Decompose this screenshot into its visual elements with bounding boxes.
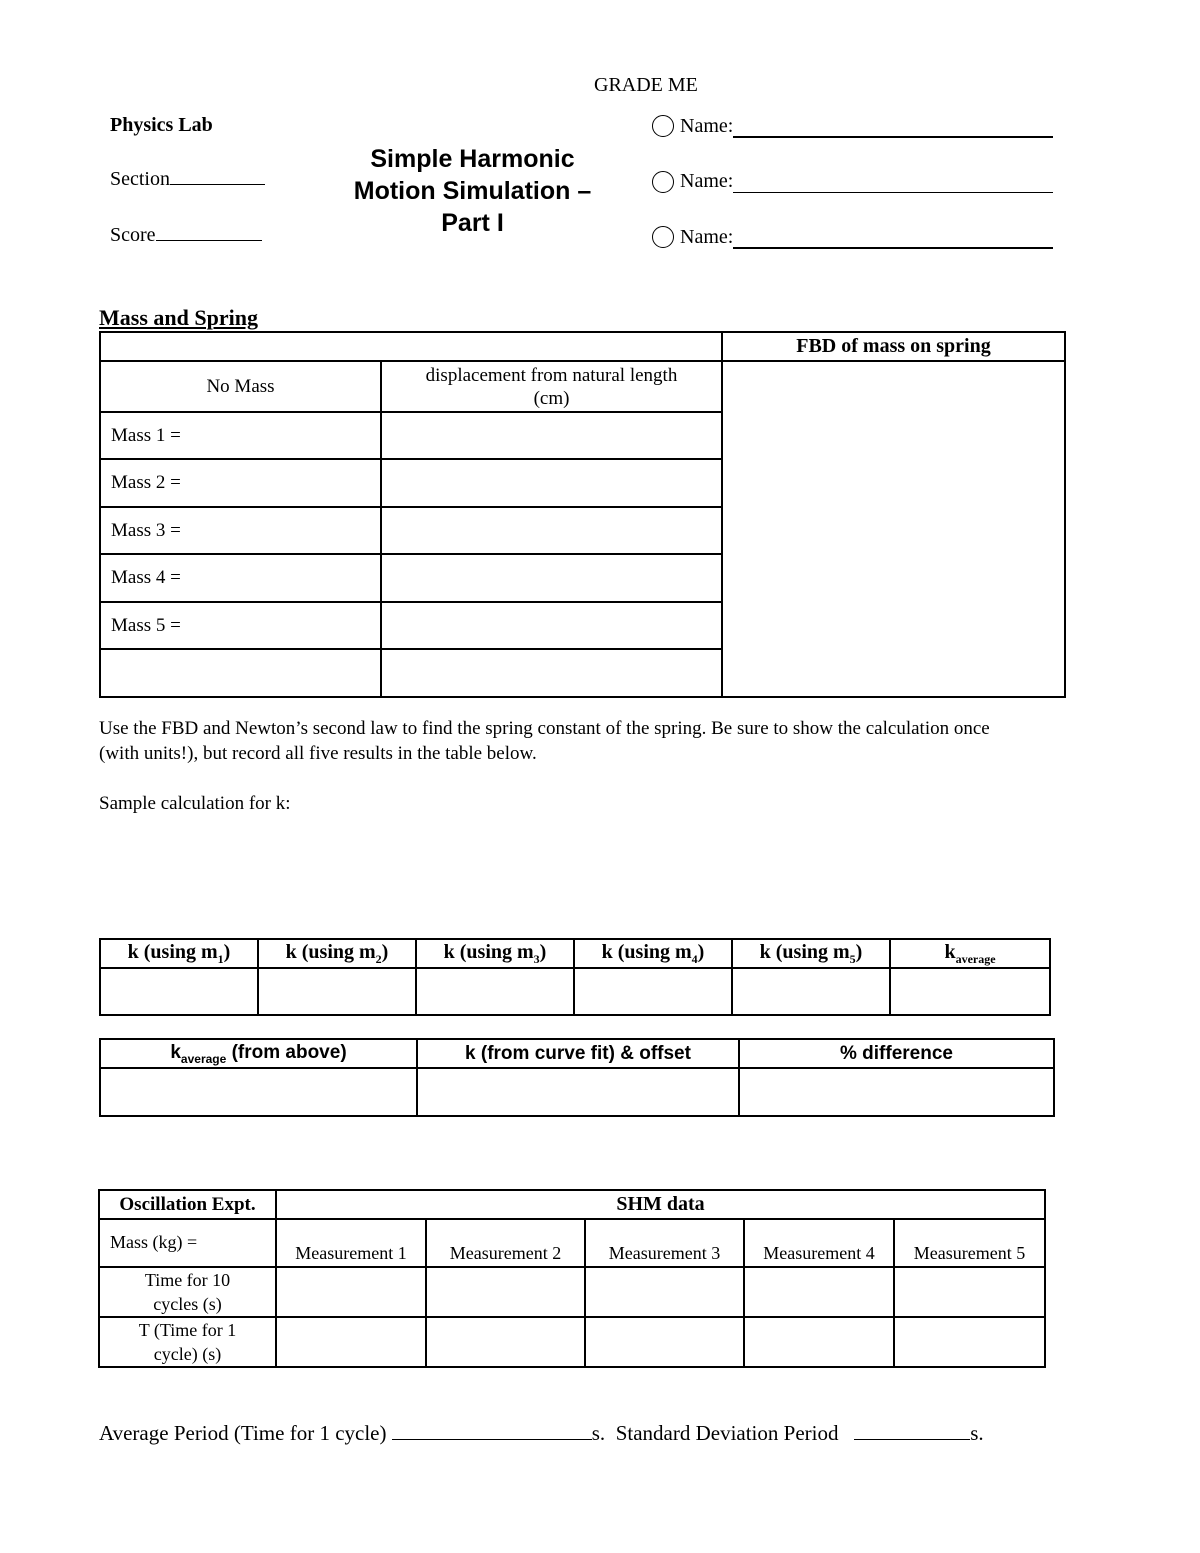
no-mass-header: No Mass bbox=[100, 361, 381, 412]
name-blank[interactable] bbox=[733, 225, 1053, 249]
table-row bbox=[99, 1190, 1045, 1219]
mass-label: Mass 5 = bbox=[100, 602, 381, 649]
sample-calculation-label: Sample calculation for k: bbox=[99, 793, 291, 814]
page-title bbox=[330, 143, 615, 239]
data-cell[interactable] bbox=[585, 1267, 744, 1317]
fbd-header: FBD of mass on spring bbox=[722, 332, 1065, 361]
name-row-3 bbox=[652, 225, 1053, 249]
average-period-blank[interactable] bbox=[392, 1421, 592, 1440]
data-cell[interactable] bbox=[426, 1317, 585, 1367]
title-line: Motion Simulation – bbox=[353, 177, 592, 205]
radio-circle-icon[interactable] bbox=[652, 115, 674, 137]
lab-title: Physics Lab bbox=[110, 114, 213, 136]
name-label: Name: bbox=[680, 114, 734, 137]
mass-label: Mass 2 = bbox=[100, 459, 381, 507]
average-period-label: Average Period (Time for 1 cycle) bbox=[99, 1421, 387, 1445]
name-label: Name: bbox=[680, 170, 734, 192]
k-curve-fit-cell[interactable] bbox=[417, 1068, 739, 1116]
k-header: k (using $m_2$) bbox=[258, 939, 416, 968]
mass-label: Mass 4 = bbox=[100, 554, 381, 602]
table-cell bbox=[100, 332, 722, 361]
table-row bbox=[100, 332, 1065, 361]
instruction-line: (with units!), but record all five results in the table below. bbox=[99, 743, 537, 764]
mass-spring-heading: Mass and Spring bbox=[99, 305, 258, 330]
k-comparison-table bbox=[99, 1038, 1055, 1117]
displacement-header-line: displacement from natural length bbox=[425, 364, 678, 386]
measurement-header: Measurement 3 bbox=[585, 1219, 744, 1267]
k-value-cell[interactable] bbox=[732, 968, 890, 1015]
mass-spring-table bbox=[99, 331, 1066, 698]
table-cell[interactable] bbox=[100, 649, 381, 697]
percent-difference-header: % difference bbox=[739, 1039, 1054, 1068]
table-row bbox=[99, 1317, 1045, 1367]
data-cell[interactable] bbox=[744, 1317, 894, 1367]
data-cell[interactable] bbox=[744, 1267, 894, 1317]
title-line: Part I bbox=[441, 209, 504, 237]
std-dev-label: Standard Deviation Period bbox=[615, 1421, 839, 1445]
radio-circle-icon[interactable] bbox=[652, 171, 674, 193]
period-summary bbox=[99, 1421, 984, 1446]
k-average-above-header: $k_{average}$ (from above) bbox=[100, 1039, 417, 1068]
k-header: k (using $m_5$) bbox=[732, 939, 890, 968]
data-cell[interactable] bbox=[426, 1267, 585, 1317]
section-label: Section bbox=[110, 168, 170, 190]
percent-difference-cell[interactable] bbox=[739, 1068, 1054, 1116]
data-cell[interactable] bbox=[894, 1317, 1045, 1367]
table-row bbox=[100, 968, 1050, 1015]
k-value-cell[interactable] bbox=[258, 968, 416, 1015]
displacement-header-line: (cm) bbox=[533, 387, 570, 409]
displacement-header bbox=[381, 361, 722, 412]
mass-label: Mass 1 = bbox=[100, 412, 381, 459]
table-row bbox=[100, 1068, 1054, 1116]
oscillation-title: Oscillation Expt. bbox=[99, 1190, 276, 1219]
displacement-cell[interactable] bbox=[381, 459, 722, 507]
name-blank[interactable] bbox=[733, 170, 1053, 193]
displacement-cell[interactable] bbox=[381, 507, 722, 554]
oscillation-table bbox=[98, 1189, 1046, 1368]
name-blank[interactable] bbox=[733, 114, 1053, 138]
table-cell[interactable] bbox=[381, 649, 722, 697]
mass-label: Mass 3 = bbox=[100, 507, 381, 554]
unit-label: s. bbox=[970, 1421, 984, 1445]
period-label: T (Time for 1 cycle) (s) bbox=[99, 1317, 276, 1367]
name-row-2 bbox=[652, 170, 1053, 193]
measurement-header: Measurement 1 bbox=[276, 1219, 426, 1267]
displacement-cell[interactable] bbox=[381, 602, 722, 649]
k-value-cell[interactable] bbox=[100, 968, 258, 1015]
time-10-cycles-label: Time for 10 cycles (s) bbox=[99, 1267, 276, 1317]
mass-kg-label: Mass (kg) = bbox=[99, 1219, 276, 1267]
unit-label: s. bbox=[591, 1421, 606, 1445]
k-value-cell[interactable] bbox=[574, 968, 732, 1015]
score-field bbox=[110, 222, 262, 247]
k-average-cell[interactable] bbox=[890, 968, 1050, 1015]
data-cell[interactable] bbox=[894, 1267, 1045, 1317]
table-row bbox=[99, 1267, 1045, 1317]
measurement-header: Measurement 4 bbox=[744, 1219, 894, 1267]
score-blank[interactable] bbox=[156, 222, 262, 241]
displacement-cell[interactable] bbox=[381, 554, 722, 602]
measurement-header: Measurement 5 bbox=[894, 1219, 1045, 1267]
displacement-cell[interactable] bbox=[381, 412, 722, 459]
k-header: k (using $m_3$) bbox=[416, 939, 574, 968]
grade-me-heading: GRADE ME bbox=[594, 74, 698, 96]
instructions bbox=[99, 716, 990, 766]
measurement-header: Measurement 2 bbox=[426, 1219, 585, 1267]
score-label: Score bbox=[110, 224, 156, 246]
data-cell[interactable] bbox=[276, 1317, 426, 1367]
table-row bbox=[100, 1039, 1054, 1068]
table-row bbox=[100, 939, 1050, 968]
k-average-header: $k_{average}$ bbox=[890, 939, 1050, 968]
shm-data-header: SHM data bbox=[276, 1190, 1045, 1219]
table-row bbox=[100, 361, 1065, 412]
table-row bbox=[99, 1219, 1045, 1267]
k-average-above-cell[interactable] bbox=[100, 1068, 417, 1116]
k-curve-fit-header: k (from curve fit) & offset bbox=[417, 1039, 739, 1068]
k-value-cell[interactable] bbox=[416, 968, 574, 1015]
k-header: k (using $m_4$) bbox=[574, 939, 732, 968]
instruction-line: Use the FBD and Newton’s second law to find the spring constant of the spring. Be sure to show the calculation once bbox=[99, 718, 990, 739]
k-values-table bbox=[99, 938, 1051, 1016]
section-field bbox=[110, 166, 265, 191]
data-cell[interactable] bbox=[585, 1317, 744, 1367]
section-blank[interactable] bbox=[170, 166, 265, 185]
title-line: Simple Harmonic bbox=[370, 145, 575, 173]
radio-circle-icon[interactable] bbox=[652, 226, 674, 248]
std-dev-blank[interactable] bbox=[854, 1421, 970, 1440]
name-label: Name: bbox=[680, 225, 734, 248]
name-row-1 bbox=[652, 114, 1053, 138]
fbd-drawing-area[interactable] bbox=[722, 361, 1065, 697]
data-cell[interactable] bbox=[276, 1267, 426, 1317]
k-header: k (using $m_1$) bbox=[100, 939, 258, 968]
